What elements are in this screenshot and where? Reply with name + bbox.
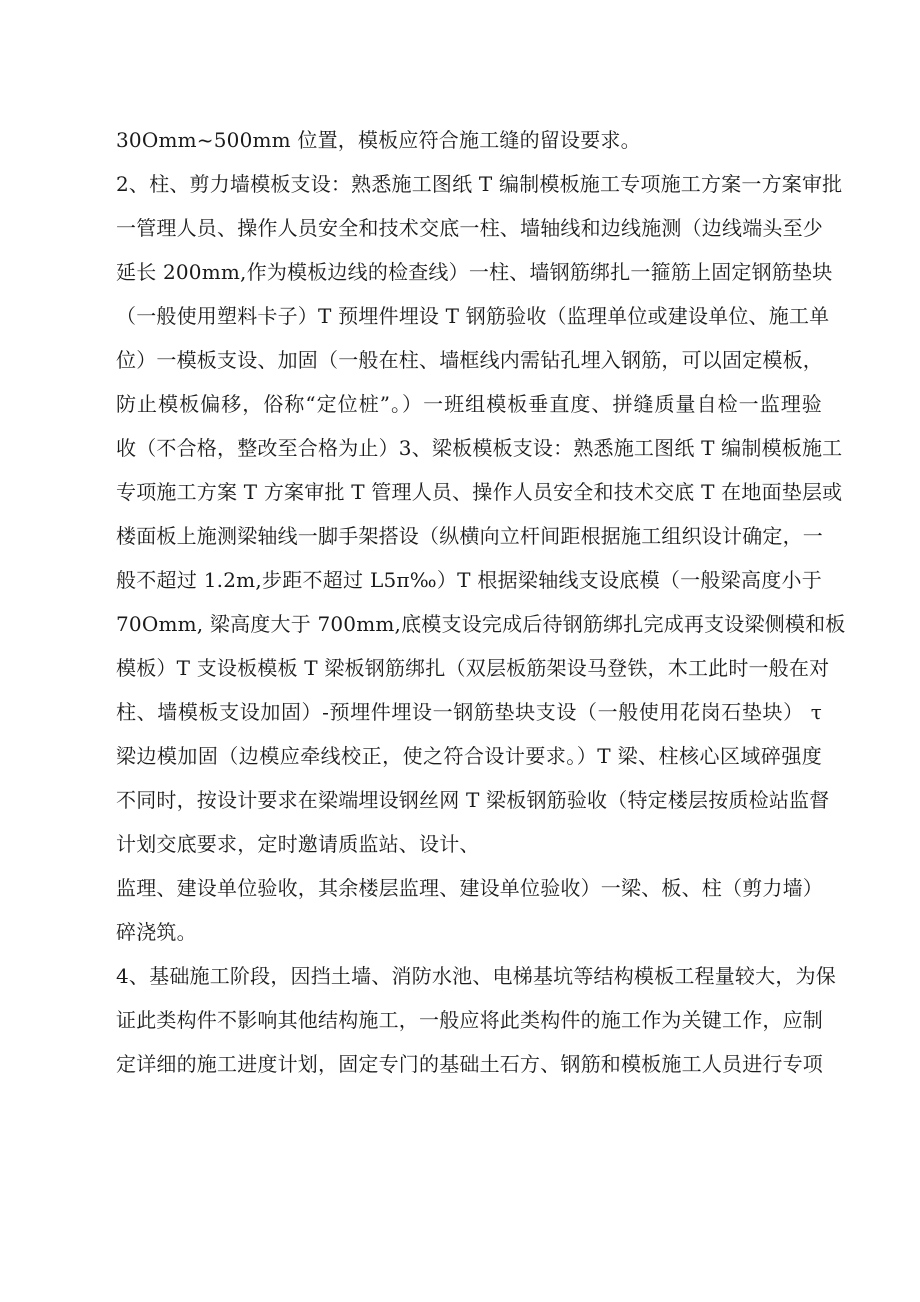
text-line-3: 一管理人员、操作人员安全和技术交底一柱、墙轴线和边线施测（边线端头至少 xyxy=(116,216,823,240)
text-line-2: 2、柱、剪力墙模板支设：熟悉施工图纸 T 编制模板施工专项施工方案一方案审批 xyxy=(116,172,843,196)
text-line-15: 梁边模加固（边模应牵线校正，使之符合设计要求。）T 梁、柱核心区域碎强度 xyxy=(116,744,822,768)
text-line-22: 定详细的施工进度计划，固定专门的基础土石方、钢筋和模板施工人员进行专项 xyxy=(116,1052,823,1076)
text-line-1: 30Omm~500mm 位置，模板应符合施工缝的留设要求。 xyxy=(116,128,641,152)
text-line-20: 4、基础施工阶段，因挡土墙、消防水池、电梯基坑等结构模板工程量较大，为保 xyxy=(116,964,836,988)
text-line-7: 防止模板偏移，俗称“定位桩”。）一班组模板垂直度、拼缝质量自检一监理验 xyxy=(116,392,822,416)
text-line-19: 碎浇筑。 xyxy=(116,920,197,944)
text-line-9: 专项施工方案 T 方案审批 T 管理人员、操作人员安全和技术交底 T 在地面垫层或 xyxy=(116,480,843,504)
text-line-17: 计划交底要求，定时邀请质监站、设计、 xyxy=(116,832,480,856)
text-line-14: 柱、墙模板支设加固）-预埋件埋设一钢筋垫块支设（一般使用花岗石垫块） τ xyxy=(116,700,822,724)
text-line-12: 70Omm, 梁高度大于 700mm,底模支设完成后待钢筋绑扎完成再支设梁侧模和板 xyxy=(116,612,846,636)
text-line-16: 不同时，按设计要求在梁端埋设钢丝网 T 梁板钢筋验收（特定楼层按质检站监督 xyxy=(116,788,830,812)
text-line-11: 般不超过 1.2m,步距不超过 L5π‰）T 根据梁轴线支设底模（一般梁高度小于 xyxy=(116,568,822,592)
text-line-6: 位）一模板支设、加固（一般在柱、墙框线内需钻孔埋入钢筋，可以固定模板， xyxy=(116,348,823,372)
text-line-13: 模板）T 支设板模板 T 梁板钢筋绑扎（双层板筋架设马登铁，木工此时一般在对 xyxy=(116,656,830,680)
text-line-10: 楼面板上施测梁轴线一脚手架搭设（纵横向立杆间距根据施工组织设计确定，一 xyxy=(116,524,823,548)
text-line-5: （一般使用塑料卡子）T 预埋件埋设 T 钢筋验收（监理单位或建设单位、施工单 xyxy=(116,304,830,328)
text-line-21: 证此类构件不影响其他结构施工，一般应将此类构件的施工作为关键工作，应制 xyxy=(116,1008,823,1032)
text-line-4: 延长 200mm,作为模板边线的检查线）一柱、墙钢筋绑扎一箍筋上固定钢筋垫块 xyxy=(116,260,833,284)
text-line-18: 监理、建设单位验收，其余楼层监理、建设单位验收）一梁、板、柱（剪力墙） xyxy=(116,876,823,900)
text-line-8: 收（不合格，整改至合格为止）3、梁板模板支设：熟悉施工图纸 T 编制模板施工 xyxy=(116,436,843,460)
